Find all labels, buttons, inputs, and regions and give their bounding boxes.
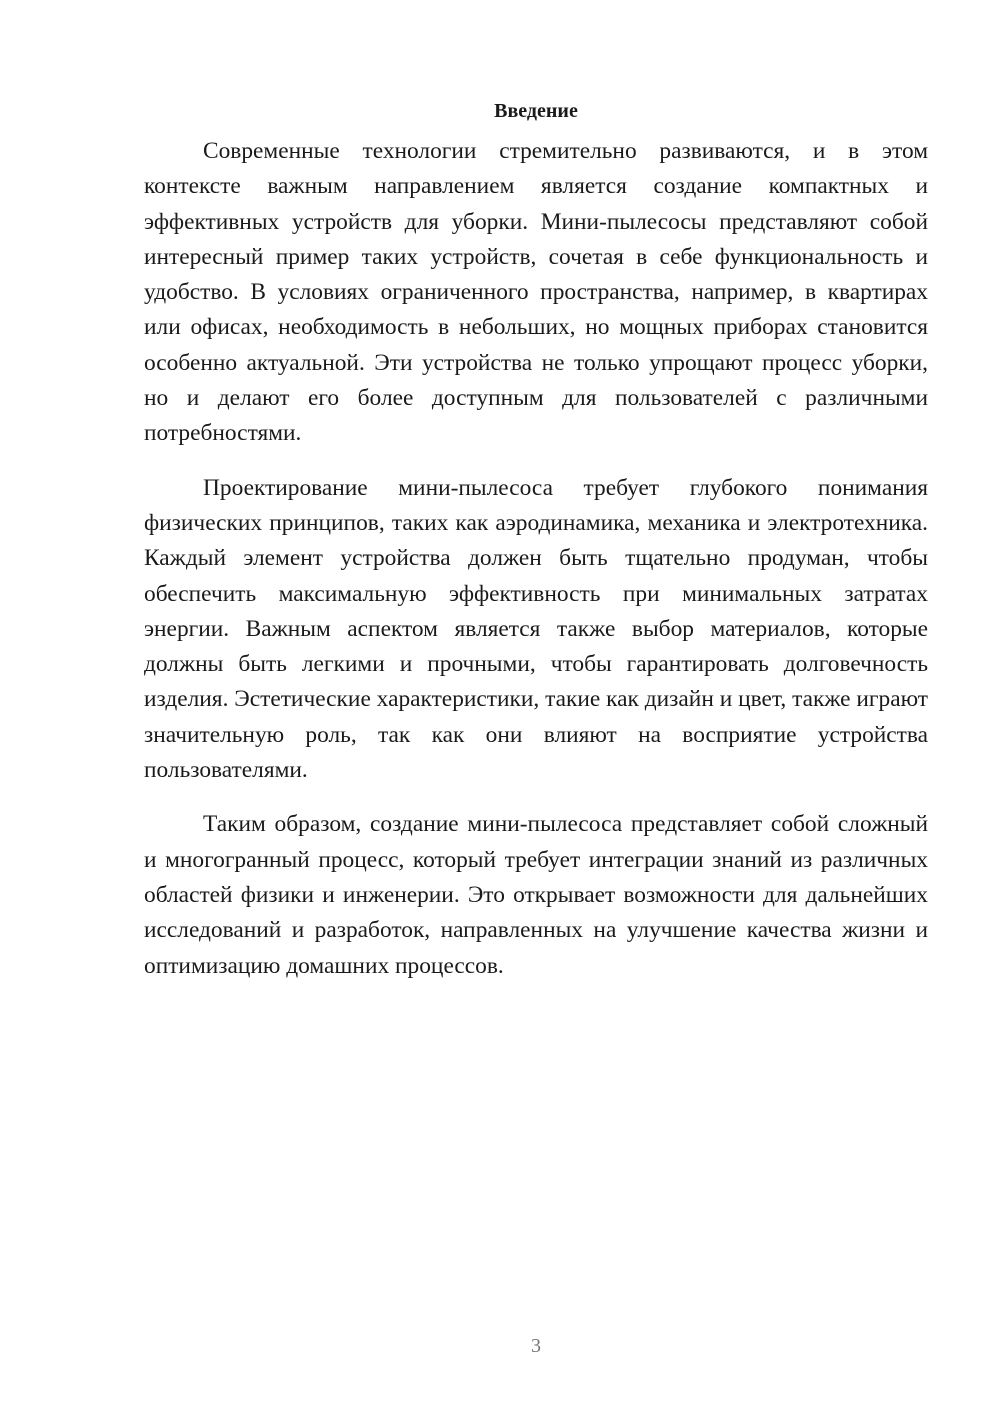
section-title: Введение — [494, 100, 578, 122]
page-content — [144, 96, 928, 1003]
paragraph-3: Таким образом, создание мини-пылесоса представляет собой сложный и многогранный процесс, который требует интеграции знаний из различных областей физики и инженерии. Это открывает возможности для дальнейших исследований и разработок, направленных на улучшение качества жизни и оптимизацию домашних процессов. — [144, 811, 928, 979]
paragraph-2: Проектирование мини-пылесоса требует глубокого понимания физических принципов, таких как аэродинамика, механика и электротехника. Каждый элемент устройства должен быть тщательно продуман, чтобы обеспечить максимальную эффективность при минимальных затратах энергии. Важным аспектом является также выбор материалов, которые должны быть легкими и прочными, чтобы гарантировать долговечность изделия. Эстетические характеристики, такие как дизайн и цвет, также играют значительную роль, так как они влияют на восприятие устройства пользователями. — [144, 474, 928, 784]
paragraph-1: Современные технологии стремительно развиваются, и в этом контексте важным направлением является создание компактных и эффективных устройств для уборки. Мини-пылесосы представляют собой интересный пример таких устройств, сочетая в себе функциональность и удобство. В условиях ограниченного пространства, например, в квартирах или офисах, необходимость в небольших, но мощных приборах становится особенно актуальной. Эти устройства не только упрощают процесс уборки, но и делают его более доступным для пользователей с различными потребностями. — [144, 138, 928, 447]
page-number: 3 — [531, 1335, 541, 1357]
